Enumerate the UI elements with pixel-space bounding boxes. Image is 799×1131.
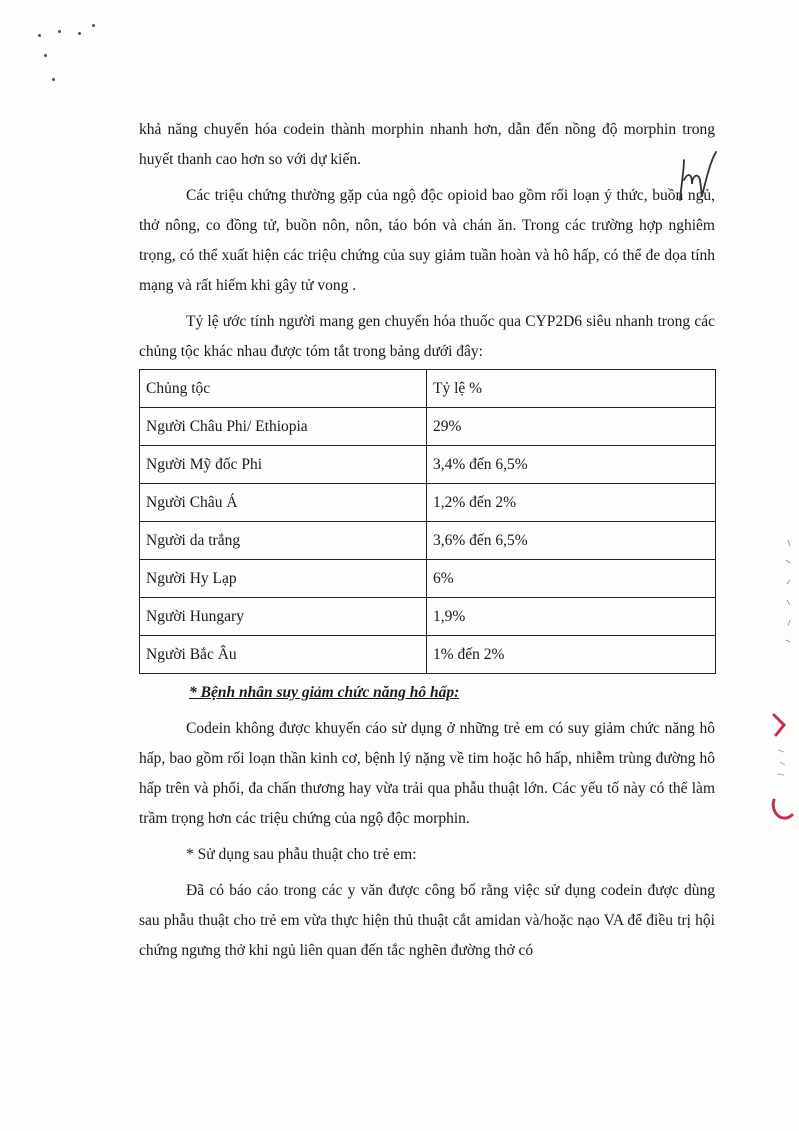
ultra-rapid-metabolizer-table — [139, 369, 716, 674]
table-cell: Người Bắc Âu — [140, 636, 427, 674]
table-cell: 1% đến 2% — [427, 636, 716, 674]
table-row — [140, 408, 716, 446]
section-heading-postoperative: * Sử dụng sau phẫu thuật cho trẻ em: — [186, 846, 417, 863]
table-cell: Người Hy Lạp — [140, 560, 427, 598]
table-cell: Người da trắng — [140, 522, 427, 560]
table-row — [140, 522, 716, 560]
paragraph-2: Các triệu chứng thường gặp của ngộ độc opioid bao gồm rối loạn ý thức, buồn ngủ, thở nông, co đồng tử, buồn nôn, nôn, táo bón và chán ăn. Trong các trường hợp nghiêm trọng, có thể xuất hiện các triệu chứng của suy giảm tuần hoàn và hô hấp, có thể đe dọa tính mạng và rất hiếm khi gây tử vong . — [139, 187, 715, 294]
table-header-cell: Tỷ lệ % — [427, 370, 716, 408]
paragraph-4: Codein không được khuyến cáo sử dụng ở những trẻ em có suy giảm chức năng hô hấp, bao gồm rối loạn thần kinh cơ, bệnh lý nặng về tim hoặc hô hấp, nhiễm trùng đường hô hấp trên và phổi, đa chấn thương hay vừa trải qua phẫu thuật lớn. Các yếu tố này có thể làm trầm trọng hơn các triệu chứng của ngộ độc morphin. — [139, 720, 715, 827]
table-row — [140, 484, 716, 522]
table-cell: 3,4% đến 6,5% — [427, 446, 716, 484]
paragraph-5: Đã có báo cáo trong các y văn được công bố rằng việc sử dụng codein được dùng sau phẫu thuật cho trẻ em vừa thực hiện thủ thuật cắt amidan và/hoặc nạo VA để điều trị hội chứng ngưng thở khi ngủ liên quan đến tắc nghẽn đường thở có — [139, 882, 715, 959]
table-cell: 1,2% đến 2% — [427, 484, 716, 522]
table-cell: 6% — [427, 560, 716, 598]
table-cell: Người Hungary — [140, 598, 427, 636]
margin-stamp-marks-icon — [768, 530, 798, 830]
table-header-row — [140, 370, 716, 408]
table-row — [140, 446, 716, 484]
table-row — [140, 636, 716, 674]
table-row — [140, 598, 716, 636]
document-body — [139, 115, 715, 966]
table-cell: Người Châu Phi/ Ethiopia — [140, 408, 427, 446]
table-header-cell: Chủng tộc — [140, 370, 427, 408]
table-cell: 29% — [427, 408, 716, 446]
handwritten-initials-icon — [672, 150, 722, 210]
section-heading-respiratory: * Bệnh nhân suy giảm chức năng hô hấp: — [189, 684, 460, 701]
table-cell: 1,9% — [427, 598, 716, 636]
paragraph-3: Tỷ lệ ước tính người mang gen chuyển hóa thuốc qua CYP2D6 siêu nhanh trong các chủng tộc khác nhau được tóm tắt trong bảng dưới đây: — [139, 313, 715, 360]
table-cell: 3,6% đến 6,5% — [427, 522, 716, 560]
table-row — [140, 560, 716, 598]
paragraph-1: khả năng chuyển hóa codein thành morphin nhanh hơn, dẫn đến nồng độ morphin trong huyết thanh cao hơn so với dự kiến. — [139, 121, 715, 168]
table-cell: Người Châu Á — [140, 484, 427, 522]
table-cell: Người Mỹ đốc Phi — [140, 446, 427, 484]
